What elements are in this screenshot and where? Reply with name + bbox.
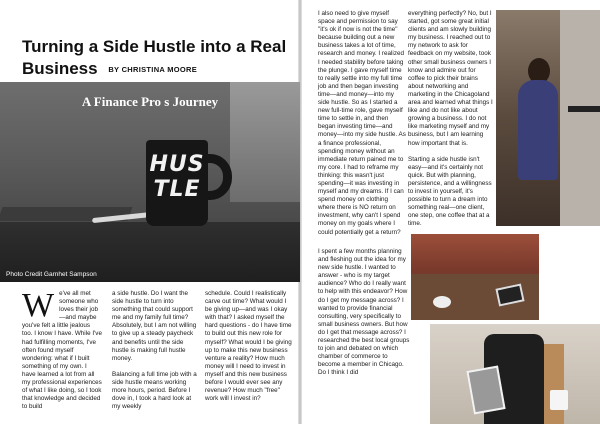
paragraph: Balancing a full time job with a side hustle means working more hours, period. Before I dove in, I took a hard look at my weekly (112, 370, 197, 411)
text-column-2 (112, 290, 198, 419)
mug-handle (202, 154, 232, 200)
paragraph: Starting a side hustle isn't easy—and it's certainly not quick. But with planning, persistence, and a willingness to invest in yourself, it's possible to turn a dream into something real—one client, one step, one coffee that at a time. (408, 155, 492, 228)
hero-photo (0, 82, 300, 282)
article-subtitle: A Finance Pro s Journey (81, 94, 219, 109)
photo-counter (568, 106, 600, 112)
photo-woman-at-cafe (496, 10, 600, 226)
paragraph: a side hustle. Do I want the side hustle to turn into something that could support me and my family full time? Absolutely, but I am not willing to give up a steady paycheck and benefits until the side hustle is making full hustle money. (112, 290, 197, 362)
byline: BY CHRISTINA MOORE (108, 65, 198, 74)
title-text: Turning a Side Hustle into a Real Business (22, 37, 287, 78)
photo-wall (560, 10, 600, 226)
photo-cafe-table (411, 234, 539, 320)
text-column-6 (408, 10, 494, 236)
mug-lettering (148, 152, 206, 202)
paragraph-text: e've all met someone who loves their job—and maybe you've felt a little jealous too. I know I have. While I've had fulfilling moments, I've often found myself wondering: what if I built something of my own. I have learned a lot from all my professional experiences of what I like doing, so I took that knowledge and decided to build (22, 290, 102, 411)
article-title (22, 36, 292, 81)
text-column-4 (318, 10, 406, 245)
text-column-5 (318, 248, 410, 386)
mug-line-1: HUS (149, 152, 205, 177)
paragraph: schedule. Could I realistically carve out time? What would I be giving up—and was I okay with that? I asked myself the hard questions - do I have time to build out this new role for myself? What would I be giving up to make this new business venture a reality? How much money will I need to invest in myself and this new business before I would ever see any revenue? How much "free" work will I invest in? (205, 290, 292, 403)
photo-person-with-laptop (430, 324, 600, 424)
photo-cup (433, 296, 451, 308)
paragraph: I spent a few months planning and fleshing out the idea for my new side hustle. I wanted to answer - who is my target audience? Who do I really want to help with this endeavor? How do I get my message across? I wanted to provide financial consulting, very specifically to small business owners. But how do I get that message across? I researched the best local groups to join and debated on which chamber of commerce to become a member in Chicago. Do I think I did (318, 248, 410, 377)
photo-person (518, 80, 558, 180)
drop-cap: W (22, 287, 55, 324)
text-column-3 (205, 290, 293, 411)
mug-line-2: TLE (153, 177, 201, 202)
paragraph: everything perfectly? No, but I started, got some great initial clients and am slowly building my business. I reached out to my network to ask for feedback on my website, took other small business owners I know and admire out for coffee to pick their brains about networking and marketing in the Chicagoland area and learned what things I like and do not like about growing a business. I do not like marketing myself and my business, but I am learning how important that is. (408, 10, 493, 147)
text-column-1 (22, 287, 102, 419)
photo-credit: Photo Credit Garnhet Sampson (6, 271, 97, 278)
photo-coffee-cup (550, 390, 568, 410)
paragraph (22, 287, 102, 411)
paragraph: I also need to give myself space and permission to say "it's ok if now is not the time" because building out a new business takes a lot of time, research and money. I realized I needed stability before taking the plunge. I gave myself time to really settle into my full time job and then began investing time—and money—into my side hustle. So as I started a new full-time role, gave myself time to settle in, and then began investing time—and money—into my side hustle. As a finance professional, spending money without an immediate return pained me to my core. I had to reframe my thinking: this wasn't just spending—it was investing in myself and my dreams. If I can spend money on clothing where there is NO return on investment, why can't I spend money on my goals where I could potentially get a return? (318, 10, 406, 236)
